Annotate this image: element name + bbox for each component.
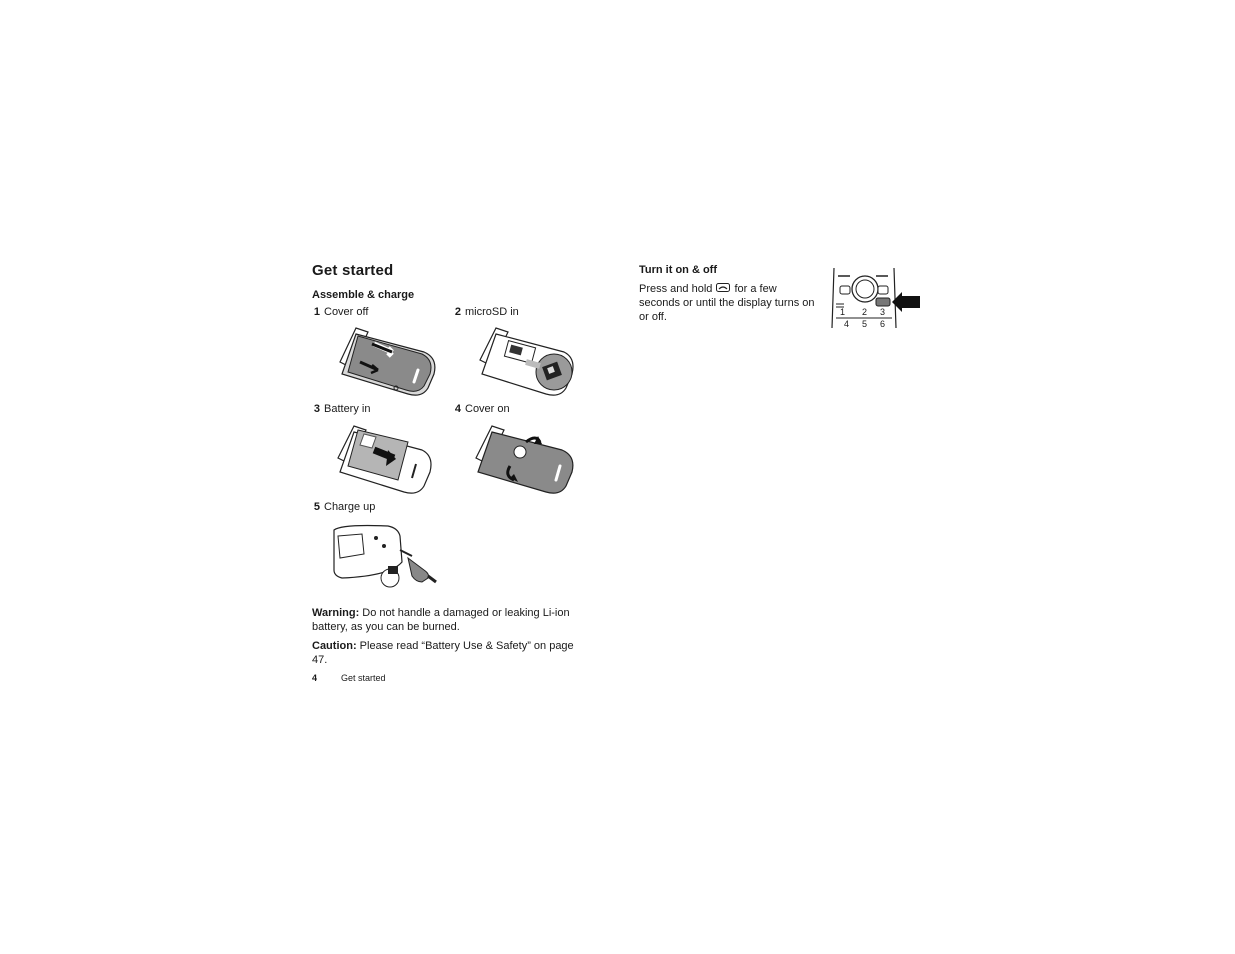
warning-text: Do not handle a damaged or leaking Li-ion battery, as you can be burned. xyxy=(312,607,570,633)
step-label: microSD in xyxy=(465,306,519,318)
keypad-key: 5 xyxy=(862,319,868,328)
page-number: 4 xyxy=(312,673,318,683)
cover-on-illustration xyxy=(470,420,580,500)
step-number: 5 xyxy=(313,501,320,513)
step-label: Battery in xyxy=(324,403,371,415)
power-text-before: Press and hold xyxy=(639,283,716,295)
battery-in-illustration xyxy=(334,420,438,500)
caution-text: Please read “Battery Use & Safety” on page 47. xyxy=(312,640,574,666)
microsd-in-illustration xyxy=(476,322,580,402)
cover-off-illustration xyxy=(334,322,440,402)
page-title: Get started xyxy=(312,262,394,279)
step-2 xyxy=(453,306,519,318)
footer-section: Get started xyxy=(341,673,386,683)
power-text-after: for a few seconds or until the display turns on or off. xyxy=(639,283,815,324)
step-number: 3 xyxy=(313,403,320,415)
warning-paragraph xyxy=(312,606,587,634)
step-3 xyxy=(312,403,370,415)
step-label: Charge up xyxy=(324,501,376,513)
keypad-key: 6 xyxy=(880,319,886,328)
keypad-key: 1 xyxy=(840,307,846,317)
step-4 xyxy=(453,403,510,415)
warning-label: Warning: xyxy=(312,607,360,619)
step-label: Cover on xyxy=(465,403,510,415)
step-number: 4 xyxy=(454,403,461,415)
step-number: 1 xyxy=(313,306,320,318)
power-paragraph xyxy=(639,282,815,324)
caution-label: Caution: xyxy=(312,640,357,652)
step-1 xyxy=(312,306,368,318)
keypad-illustration xyxy=(830,268,922,328)
step-5 xyxy=(312,501,375,513)
charge-up-illustration xyxy=(332,520,438,590)
keypad-key: 4 xyxy=(844,319,850,328)
step-number: 2 xyxy=(454,306,461,318)
power-end-key-icon xyxy=(716,282,730,296)
keypad-key: 3 xyxy=(880,307,886,317)
step-label: Cover off xyxy=(324,306,369,318)
caution-paragraph xyxy=(312,639,574,667)
power-heading: Turn it on & off xyxy=(639,264,717,276)
keypad-key: 2 xyxy=(862,307,868,317)
assemble-heading: Assemble & charge xyxy=(312,289,415,301)
